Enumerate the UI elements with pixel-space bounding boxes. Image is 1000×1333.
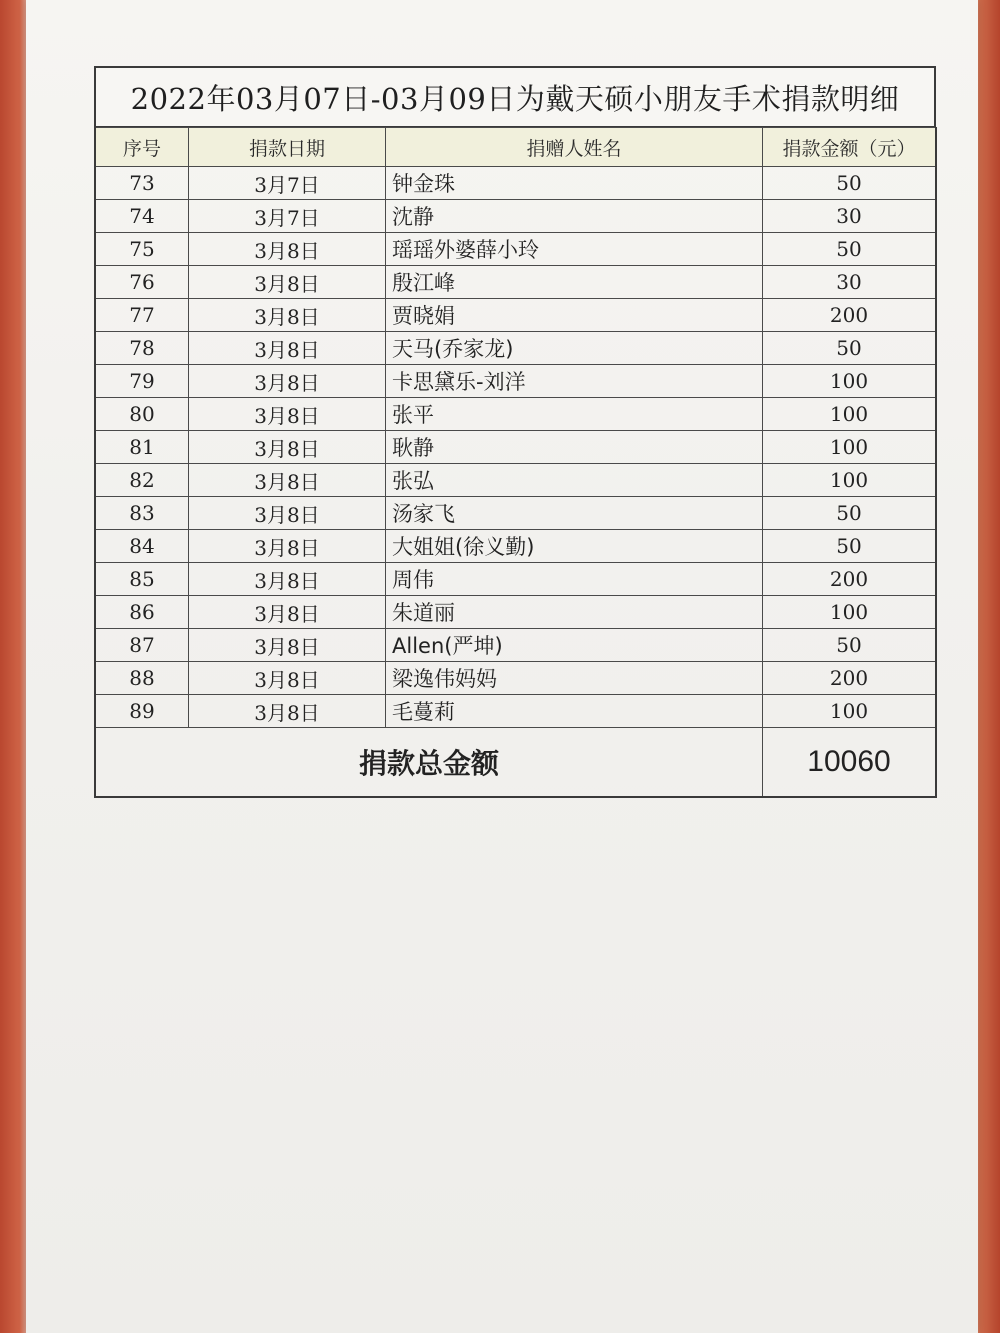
row-index: 87 — [95, 629, 189, 662]
row-donor: 贾晓娟 — [386, 299, 763, 332]
table-body — [95, 167, 936, 728]
row-donor: 天马(乔家龙) — [386, 332, 763, 365]
row-index: 86 — [95, 596, 189, 629]
table-row — [95, 695, 936, 728]
table-row — [95, 398, 936, 431]
row-donor: Allen(严坤) — [386, 629, 763, 662]
row-date: 3月8日 — [189, 530, 386, 563]
row-amount: 30 — [763, 200, 937, 233]
row-amount: 100 — [763, 464, 937, 497]
row-date: 3月8日 — [189, 629, 386, 662]
table-row — [95, 629, 936, 662]
row-amount: 100 — [763, 695, 937, 728]
row-index: 83 — [95, 497, 189, 530]
row-donor: 汤家飞 — [386, 497, 763, 530]
row-donor: 瑶瑶外婆薛小玲 — [386, 233, 763, 266]
table-row — [95, 365, 936, 398]
total-amount: 10060 — [763, 728, 937, 798]
row-donor: 沈静 — [386, 200, 763, 233]
row-amount: 200 — [763, 662, 937, 695]
row-index: 78 — [95, 332, 189, 365]
row-donor: 周伟 — [386, 563, 763, 596]
table-row — [95, 233, 936, 266]
table-row — [95, 530, 936, 563]
header-date: 捐款日期 — [189, 128, 386, 167]
row-amount: 50 — [763, 233, 937, 266]
row-donor: 梁逸伟妈妈 — [386, 662, 763, 695]
row-donor: 耿静 — [386, 431, 763, 464]
header-index: 序号 — [95, 128, 189, 167]
row-amount: 100 — [763, 431, 937, 464]
row-donor: 钟金珠 — [386, 167, 763, 200]
row-date: 3月7日 — [189, 200, 386, 233]
row-index: 82 — [95, 464, 189, 497]
row-donor: 大姐姐(徐义勤) — [386, 530, 763, 563]
table-row — [95, 596, 936, 629]
row-date: 3月8日 — [189, 365, 386, 398]
row-index: 85 — [95, 563, 189, 596]
table-row — [95, 431, 936, 464]
paper-sheet — [26, 0, 978, 1333]
row-index: 74 — [95, 200, 189, 233]
row-index: 89 — [95, 695, 189, 728]
row-amount: 50 — [763, 497, 937, 530]
table-row — [95, 167, 936, 200]
row-date: 3月8日 — [189, 563, 386, 596]
row-date: 3月8日 — [189, 596, 386, 629]
total-label: 捐款总金额 — [95, 728, 763, 798]
table-row — [95, 266, 936, 299]
header-amount: 捐款金额（元） — [763, 128, 937, 167]
row-date: 3月8日 — [189, 431, 386, 464]
row-index: 80 — [95, 398, 189, 431]
row-amount: 50 — [763, 167, 937, 200]
row-amount: 30 — [763, 266, 937, 299]
row-donor: 毛蔓莉 — [386, 695, 763, 728]
row-amount: 100 — [763, 365, 937, 398]
table-title: 2022年03月07日-03月09日为戴天硕小朋友手术捐款明细 — [94, 66, 936, 127]
donation-table — [94, 66, 936, 798]
table-row — [95, 497, 936, 530]
total-row — [95, 728, 936, 798]
row-date: 3月8日 — [189, 233, 386, 266]
row-amount: 100 — [763, 398, 937, 431]
row-amount: 200 — [763, 563, 937, 596]
row-index: 73 — [95, 167, 189, 200]
header-donor: 捐赠人姓名 — [386, 128, 763, 167]
row-amount: 50 — [763, 629, 937, 662]
row-date: 3月8日 — [189, 497, 386, 530]
row-donor: 卡思黛乐-刘洋 — [386, 365, 763, 398]
row-date: 3月8日 — [189, 695, 386, 728]
table-row — [95, 662, 936, 695]
row-date: 3月8日 — [189, 464, 386, 497]
row-index: 88 — [95, 662, 189, 695]
row-date: 3月8日 — [189, 266, 386, 299]
row-index: 75 — [95, 233, 189, 266]
row-index: 76 — [95, 266, 189, 299]
row-index: 84 — [95, 530, 189, 563]
header-row — [95, 128, 936, 167]
row-index: 81 — [95, 431, 189, 464]
table-row — [95, 332, 936, 365]
row-amount: 200 — [763, 299, 937, 332]
row-donor: 张平 — [386, 398, 763, 431]
row-date: 3月8日 — [189, 398, 386, 431]
row-donor: 殷江峰 — [386, 266, 763, 299]
table-row — [95, 299, 936, 332]
row-date: 3月8日 — [189, 299, 386, 332]
row-date: 3月8日 — [189, 662, 386, 695]
donation-grid — [94, 127, 937, 798]
row-amount: 100 — [763, 596, 937, 629]
row-donor: 张弘 — [386, 464, 763, 497]
row-index: 79 — [95, 365, 189, 398]
row-index: 77 — [95, 299, 189, 332]
row-donor: 朱道丽 — [386, 596, 763, 629]
row-amount: 50 — [763, 530, 937, 563]
table-row — [95, 464, 936, 497]
table-row — [95, 200, 936, 233]
row-date: 3月8日 — [189, 332, 386, 365]
row-amount: 50 — [763, 332, 937, 365]
row-date: 3月7日 — [189, 167, 386, 200]
table-row — [95, 563, 936, 596]
